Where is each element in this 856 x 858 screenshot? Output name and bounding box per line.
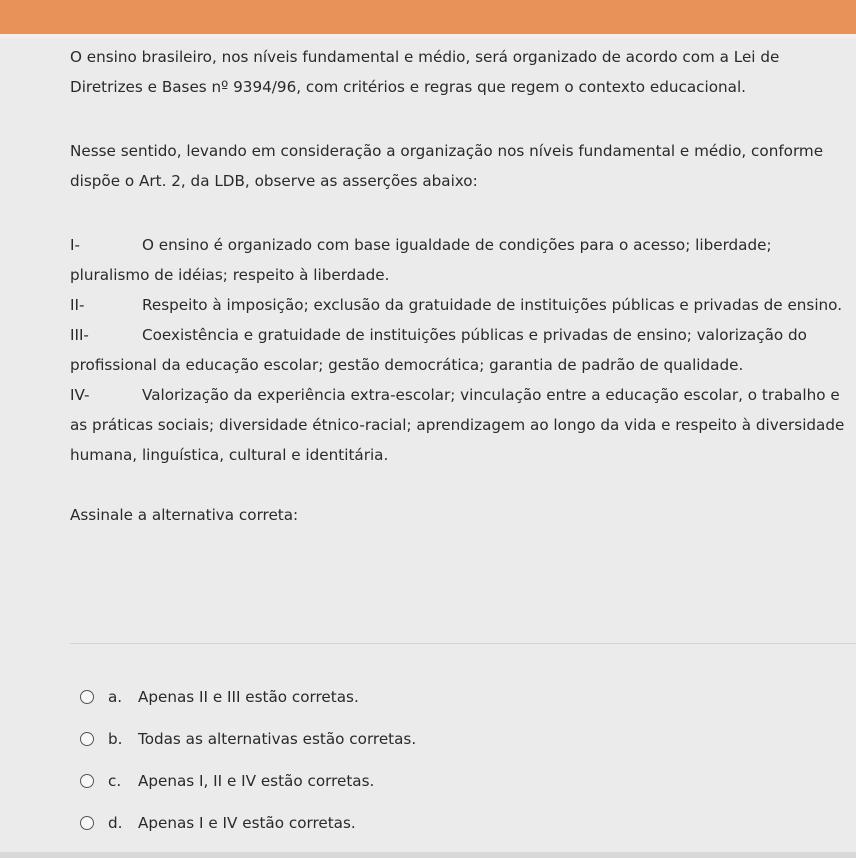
question-prompt: Assinale a alternativa correta:: [70, 506, 299, 524]
assertion-number: III-: [70, 326, 89, 344]
option-a[interactable]: [80, 676, 780, 718]
assertion-2: [70, 290, 850, 320]
answer-options: [80, 676, 780, 844]
top-bar-shadow: [0, 34, 856, 38]
assertion-text: O ensino é organizado com base igualdade de condições para o acesso; liberdade; pluralismo de idéias; respeito à liberdade.: [70, 236, 772, 284]
option-letter: b.: [108, 730, 123, 748]
assertion-number: II-: [70, 296, 85, 314]
assertion-text: Coexistência e gratuidade de instituições públicas e privadas de ensino; valorização do profissional da educação escolar; gestão democrática; garantia de padrão de qualidade.: [70, 326, 807, 374]
option-text: Apenas I, II e IV estão corretas.: [138, 772, 375, 790]
option-text: Apenas I e IV estão corretas.: [138, 814, 356, 832]
assertion-text: Valorização da experiência extra-escolar; vinculação entre a educação escolar, o trabalho e as práticas sociais; diversidade étnico-racial; aprendizagem ao longo da vida e respeito à diversidade humana, linguística, cultural e identitária.: [70, 386, 845, 464]
divider: [70, 643, 856, 644]
question-text: [70, 42, 850, 530]
radio-button-c[interactable]: [80, 774, 94, 788]
assertion-3: [70, 320, 850, 380]
assertion-text: Respeito à imposição; exclusão da gratuidade de instituições públicas e privadas de ensino.: [142, 296, 843, 314]
option-text: Apenas II e III estão corretas.: [138, 688, 359, 706]
question-context: Nesse sentido, levando em consideração a organização nos níveis fundamental e médio, conforme dispõe o Art. 2, da LDB, observe as asserções abaixo:: [70, 142, 824, 190]
assertion-1: [70, 230, 850, 290]
radio-button-b[interactable]: [80, 732, 94, 746]
option-b[interactable]: [80, 718, 780, 760]
top-accent-bar: [0, 0, 856, 34]
option-letter: a.: [108, 688, 123, 706]
radio-button-d[interactable]: [80, 816, 94, 830]
assertion-number: I-: [70, 236, 80, 254]
assertion-4: [70, 380, 850, 470]
radio-button-a[interactable]: [80, 690, 94, 704]
option-c[interactable]: [80, 760, 780, 802]
question-intro: O ensino brasileiro, nos níveis fundamental e médio, será organizado de acordo com a Lei de Diretrizes e Bases nº 9394/96, com critérios e regras que regem o contexto educacional.: [70, 48, 780, 96]
bottom-divider: [0, 852, 856, 858]
option-letter: d.: [108, 814, 123, 832]
option-d[interactable]: [80, 802, 780, 844]
option-letter: c.: [108, 772, 122, 790]
assertion-number: IV-: [70, 386, 90, 404]
option-text: Todas as alternativas estão corretas.: [138, 730, 417, 748]
